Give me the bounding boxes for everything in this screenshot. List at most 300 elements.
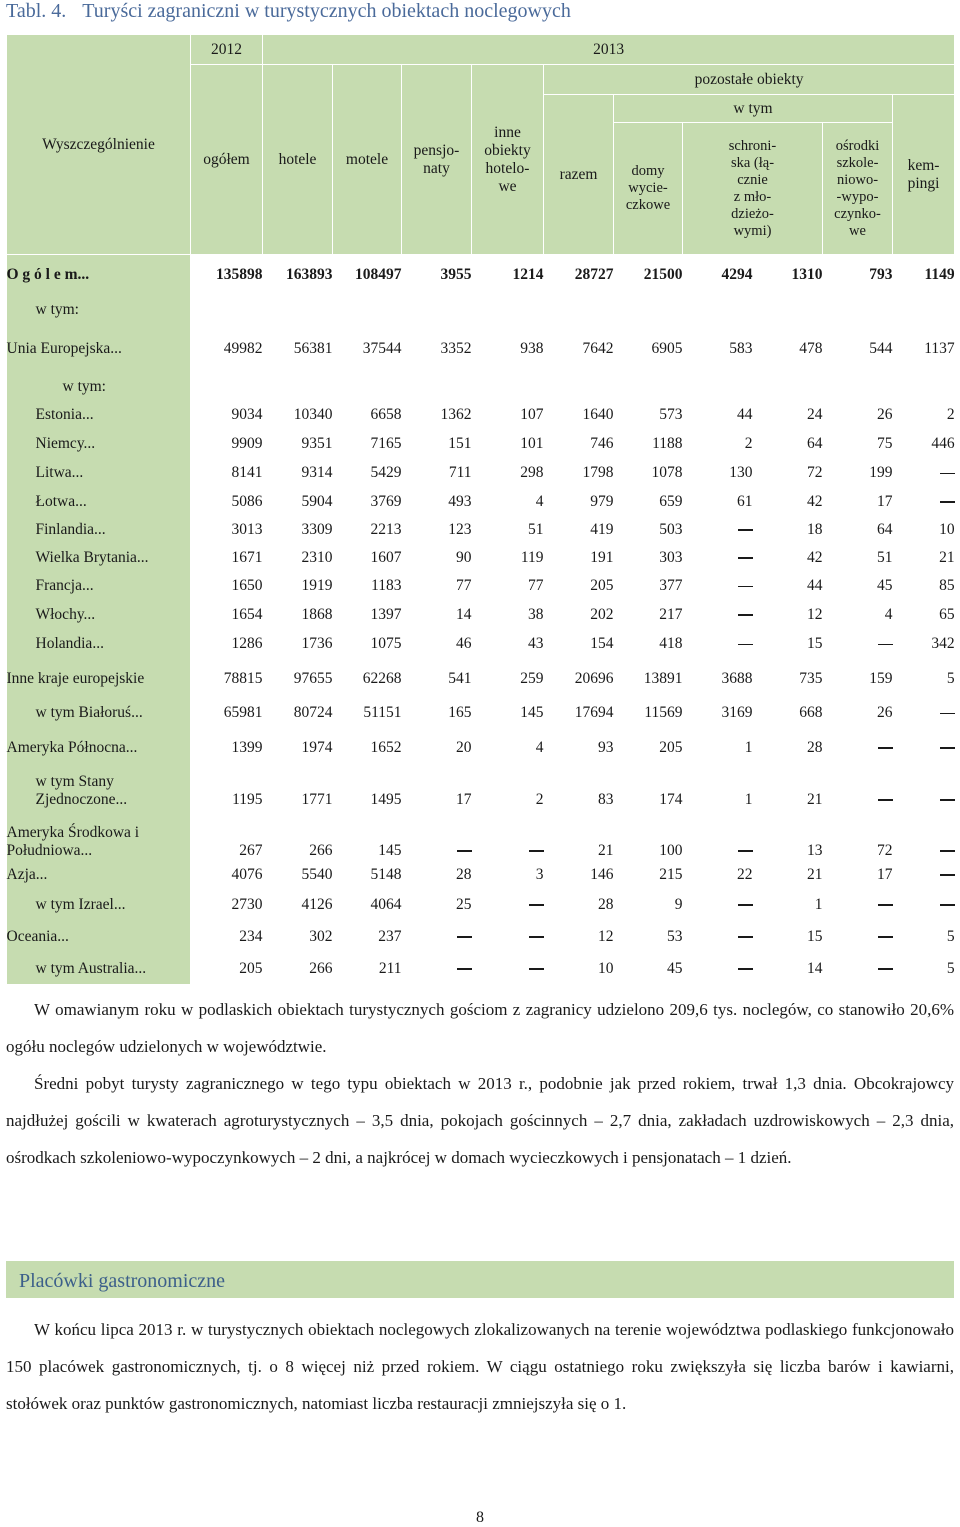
value-cell: 43 (528, 635, 544, 652)
row-label: Łotwa... (7, 488, 191, 516)
table-row (7, 860, 955, 890)
value-cell: 77 (456, 577, 472, 594)
value-cell: 1919 (301, 577, 333, 594)
table-row (7, 373, 955, 401)
row-label: w tym Białoruś... (7, 699, 191, 728)
header-sum: razem (544, 95, 614, 255)
value-cell: 503 (659, 520, 683, 538)
value-cell: 1654 (231, 605, 263, 623)
value-cell: 72 (877, 841, 893, 859)
value-cell: 205 (659, 738, 683, 756)
table-row (7, 488, 955, 516)
dash-cell (683, 601, 753, 629)
dash-cell (683, 629, 753, 660)
value-cell: 3169 (721, 704, 753, 721)
value-cell: 5540 (301, 865, 333, 883)
row-label: Inne kraje europejskie (7, 660, 191, 699)
empty-cell (823, 295, 893, 325)
value-cell: 3309 (301, 520, 333, 538)
dash-mark (940, 501, 955, 503)
table-row (7, 920, 955, 954)
header-hotels: hotele (263, 65, 333, 255)
dash-mark (738, 936, 753, 938)
empty-cell (614, 373, 683, 401)
table-row (7, 401, 955, 430)
table-row (7, 890, 955, 920)
paragraph-nights: W omawianym roku w podlaskich obiektach turystycznych gościom z zagranicy udzielono 209,6 tys. noclegów, co stanowiło 20,6% ogółu noclegów udzielonych w województwie. (6, 1000, 954, 1056)
row-label: Niemcy... (7, 430, 191, 459)
value-cell: 5904 (301, 492, 333, 510)
value-cell: 2 (744, 435, 753, 452)
value-cell: 49982 (223, 339, 263, 357)
value-cell: 10 (939, 520, 955, 538)
dash-cell (683, 544, 753, 572)
value-cell: 1 (814, 895, 823, 913)
value-cell: 21 (939, 548, 955, 566)
dash-cell (683, 572, 753, 601)
empty-cell (472, 373, 544, 401)
row-label: Ameryka Środkowa i Południowa... (7, 809, 191, 860)
value-cell: 24 (807, 406, 823, 423)
value-cell: 1149 (924, 265, 955, 283)
table-row (7, 544, 955, 572)
empty-cell (544, 373, 614, 401)
value-cell: 145 (520, 704, 544, 721)
table-row (7, 768, 955, 809)
empty-cell (893, 373, 955, 401)
header-camping: kem- pingi (893, 95, 955, 255)
value-cell: 1195 (232, 790, 263, 808)
dash-mark (529, 904, 544, 906)
dash-cell (402, 920, 472, 954)
table-row (7, 325, 955, 373)
value-cell: 21 (598, 841, 614, 859)
value-cell: 8141 (231, 464, 263, 481)
row-label: Azja... (7, 860, 191, 890)
value-cell: 20 (456, 738, 472, 756)
value-cell: 100 (659, 841, 683, 859)
value-cell: 4 (535, 492, 544, 510)
value-cell: 20696 (574, 670, 614, 687)
value-cell: 659 (659, 492, 683, 510)
dash-mark (878, 644, 893, 646)
value-cell: 1137 (924, 339, 955, 357)
table-body (7, 255, 955, 984)
value-cell: 13 (807, 841, 823, 859)
value-cell: 237 (378, 927, 402, 945)
value-cell: 9351 (301, 435, 333, 452)
value-cell: 4064 (370, 895, 402, 913)
value-cell: 83 (598, 790, 614, 808)
value-cell: 14 (456, 605, 472, 623)
value-cell: 583 (729, 339, 753, 357)
value-cell: 1075 (370, 635, 402, 652)
value-cell: 65981 (223, 704, 263, 721)
value-cell: 90 (456, 548, 472, 566)
header-spec: Wyszczególnienie (7, 35, 191, 255)
value-cell: 1771 (301, 790, 333, 808)
value-cell: 45 (877, 577, 893, 594)
dash-cell (823, 768, 893, 809)
dash-cell (683, 890, 753, 920)
dash-mark (529, 936, 544, 938)
row-label: Finlandia... (7, 516, 191, 544)
value-cell: 80724 (293, 704, 333, 721)
row-label: Holandia... (7, 629, 191, 660)
value-cell: 1671 (231, 548, 263, 566)
value-cell: 77 (528, 577, 544, 594)
row-label: Włochy... (7, 601, 191, 629)
value-cell: 215 (659, 865, 683, 883)
section-heading-text: Placówki gastronomiczne (19, 1270, 226, 1292)
value-cell: 1214 (512, 265, 544, 283)
empty-cell (753, 373, 823, 401)
dash-mark (738, 586, 753, 588)
value-cell: 2730 (231, 895, 263, 913)
value-cell: 21500 (643, 265, 683, 283)
value-cell: 746 (590, 435, 614, 452)
value-cell: 44 (807, 577, 823, 594)
dash-cell (893, 860, 955, 890)
value-cell: 3955 (440, 265, 472, 283)
value-cell: 93 (598, 738, 614, 756)
value-cell: 541 (448, 670, 472, 687)
row-label: Francja... (7, 572, 191, 601)
table-title (6, 0, 587, 23)
value-cell: 5148 (370, 865, 402, 883)
value-cell: 12 (598, 927, 614, 945)
dash-cell (683, 954, 753, 984)
value-cell: 28 (807, 738, 823, 756)
value-cell: 42 (807, 492, 823, 510)
page-number: 8 (476, 1509, 484, 1526)
value-cell: 10340 (293, 406, 333, 423)
value-cell: 165 (448, 704, 472, 721)
dash-mark (940, 713, 955, 715)
header-2012: 2012 (191, 35, 263, 65)
value-cell: 2213 (370, 520, 402, 538)
dash-mark (457, 936, 472, 938)
tourists-table (6, 34, 955, 984)
value-cell: 1362 (440, 406, 472, 423)
value-cell: 22 (737, 865, 753, 883)
value-cell: 5 (946, 959, 955, 977)
empty-cell (893, 295, 955, 325)
row-label: Ameryka Północna... (7, 728, 191, 768)
empty-cell (191, 373, 263, 401)
value-cell: 151 (448, 435, 472, 452)
value-cell: 64 (877, 520, 893, 538)
value-cell: 211 (378, 959, 402, 977)
row-label: w tym Australia... (7, 954, 191, 984)
value-cell: 1974 (301, 738, 333, 756)
value-cell: 711 (448, 464, 472, 481)
value-cell: 5429 (370, 464, 402, 481)
table-row (7, 516, 955, 544)
table-row (7, 295, 955, 325)
value-cell: 26 (877, 406, 893, 423)
value-cell: 46 (456, 635, 472, 652)
value-cell: 735 (799, 670, 823, 687)
dash-cell (683, 516, 753, 544)
value-cell: 217 (659, 605, 683, 623)
value-cell: 9 (674, 895, 683, 913)
empty-cell (333, 373, 402, 401)
value-cell: 85 (939, 577, 955, 594)
value-cell: 174 (659, 790, 683, 808)
dash-cell (823, 954, 893, 984)
value-cell: 135898 (216, 265, 263, 283)
empty-cell (263, 373, 333, 401)
value-cell: 1736 (301, 635, 333, 652)
value-cell: 159 (869, 670, 893, 687)
dash-mark (878, 968, 893, 970)
value-cell: 44 (737, 406, 753, 423)
section-heading-gastronomy (6, 1261, 954, 1298)
value-cell: 107 (520, 406, 544, 423)
table-row (7, 728, 955, 768)
value-cell: 3 (535, 865, 544, 883)
value-cell: 1798 (582, 464, 614, 481)
empty-cell (683, 373, 753, 401)
header-hostels: schroni- ska (łą- cznie z mło- dzieżo- wymi) (683, 123, 823, 255)
dash-cell (823, 728, 893, 768)
value-cell: 28 (456, 865, 472, 883)
dash-cell (893, 890, 955, 920)
value-cell: 544 (869, 339, 893, 357)
value-cell: 42 (807, 548, 823, 566)
dash-mark (940, 850, 955, 852)
dash-mark (738, 968, 753, 970)
row-label: w tym Stany Zjednoczone... (7, 768, 191, 809)
value-cell: 478 (799, 339, 823, 357)
table-row (7, 572, 955, 601)
value-cell: 938 (520, 339, 544, 357)
dash-cell (823, 920, 893, 954)
value-cell: 7165 (370, 435, 402, 452)
value-cell: 9314 (301, 464, 333, 481)
value-cell: 3688 (721, 670, 753, 687)
value-cell: 298 (520, 464, 544, 481)
value-cell: 51 (877, 548, 893, 566)
header-other-hotel: inne obiekty hotelo- we (472, 65, 544, 255)
value-cell: 3352 (440, 339, 472, 357)
value-cell: 15 (807, 927, 823, 945)
value-cell: 2 (535, 790, 544, 808)
value-cell: 1078 (651, 464, 683, 481)
value-cell: 191 (590, 548, 614, 566)
row-label: w tym: (7, 295, 191, 325)
dash-cell (402, 809, 472, 860)
value-cell: 1399 (231, 738, 263, 756)
value-cell: 108497 (355, 265, 402, 283)
value-cell: 2 (946, 406, 955, 423)
dash-cell (823, 890, 893, 920)
dash-cell (402, 954, 472, 984)
dash-cell (893, 728, 955, 768)
table-caption: Turyści zagraniczni w turystycznych obiektach noclegowych (82, 0, 571, 22)
value-cell: 64 (807, 435, 823, 452)
row-label: O g ó l e m... (7, 255, 191, 295)
value-cell: 1397 (370, 605, 402, 623)
value-cell: 1188 (652, 435, 683, 452)
value-cell: 979 (590, 492, 614, 510)
dash-mark (878, 936, 893, 938)
row-label: Unia Europejska... (7, 325, 191, 373)
value-cell: 163893 (286, 265, 333, 283)
value-cell: 25 (456, 895, 472, 913)
value-cell: 1286 (231, 635, 263, 652)
value-cell: 101 (520, 435, 544, 452)
dash-mark (529, 968, 544, 970)
header-excursion: domy wycie- czkowe (614, 123, 683, 255)
value-cell: 21 (807, 865, 823, 883)
value-cell: 7642 (582, 339, 614, 357)
value-cell: 1 (744, 738, 753, 756)
dash-mark (738, 850, 753, 852)
empty-cell (333, 295, 402, 325)
value-cell: 154 (590, 635, 614, 652)
empty-cell (472, 295, 544, 325)
value-cell: 205 (590, 577, 614, 594)
dash-cell (893, 488, 955, 516)
dash-mark (940, 874, 955, 876)
paragraph-gastronomy: W końcu lipca 2013 r. w turystycznych obiektach noclegowych zlokalizowanych na terenie województwa podlaskiego funkcjonowało 150 placówek gastronomicznych, tj. o 8 więcej niż przed rokiem. W ciągu ostatniego roku zwiększyła się liczba barów i kawiarni, stołówek oraz punktów gastronomicznych, natomiast liczba restauracji zmniejszyła się o 1. (6, 1320, 954, 1413)
empty-cell (402, 373, 472, 401)
dash-cell (472, 809, 544, 860)
value-cell: 13891 (643, 670, 683, 687)
value-cell: 4 (884, 605, 893, 623)
value-cell: 493 (448, 492, 472, 510)
row-label: w tym Izrael... (7, 890, 191, 920)
header-other-objects: pozostałe obiekty (544, 65, 955, 95)
header-motels: motele (333, 65, 402, 255)
value-cell: 5086 (231, 492, 263, 510)
value-cell: 4294 (721, 265, 753, 283)
value-cell: 37544 (362, 339, 402, 357)
value-cell: 1310 (791, 265, 823, 283)
dash-cell (893, 459, 955, 488)
dash-mark (940, 747, 955, 749)
value-cell: 1 (744, 790, 753, 808)
value-cell: 6905 (651, 339, 683, 357)
dash-mark (738, 644, 753, 646)
empty-cell (191, 295, 263, 325)
value-cell: 21 (807, 790, 823, 808)
value-cell: 205 (239, 959, 263, 977)
value-cell: 418 (659, 635, 683, 652)
value-cell: 10 (598, 959, 614, 977)
dash-mark (738, 614, 753, 616)
value-cell: 259 (520, 670, 544, 687)
value-cell: 446 (931, 435, 955, 452)
dash-mark (738, 557, 753, 559)
dash-mark (529, 850, 544, 852)
value-cell: 17694 (574, 704, 614, 721)
value-cell: 1495 (370, 790, 402, 808)
value-cell: 234 (239, 927, 263, 945)
dash-mark (457, 968, 472, 970)
table-row (7, 459, 955, 488)
value-cell: 62268 (362, 670, 402, 687)
dash-mark (738, 904, 753, 906)
value-cell: 6658 (370, 406, 402, 423)
dash-cell (893, 768, 955, 809)
value-cell: 3013 (231, 520, 263, 538)
empty-cell (263, 295, 333, 325)
value-cell: 45 (667, 959, 683, 977)
value-cell: 303 (659, 548, 683, 566)
value-cell: 266 (309, 841, 333, 859)
row-label: w tym: (7, 373, 191, 401)
value-cell: 15 (807, 635, 823, 652)
value-cell: 199 (869, 464, 893, 481)
value-cell: 267 (239, 841, 263, 859)
empty-cell (402, 295, 472, 325)
value-cell: 11569 (644, 704, 683, 721)
value-cell: 1652 (370, 738, 402, 756)
row-label: Oceania... (7, 920, 191, 954)
header-of-which: w tym (614, 95, 893, 123)
table-number: Tabl. 4. (6, 0, 67, 22)
dash-cell (472, 920, 544, 954)
dash-mark (940, 799, 955, 801)
value-cell: 793 (869, 265, 893, 283)
row-label: Litwa... (7, 459, 191, 488)
header-pensions: pensjo- naty (402, 65, 472, 255)
row-label: Estonia... (7, 401, 191, 430)
table-row (7, 601, 955, 629)
value-cell: 1183 (371, 577, 402, 594)
dash-cell (823, 629, 893, 660)
value-cell: 130 (729, 464, 753, 481)
dash-mark (878, 799, 893, 801)
dash-cell (683, 920, 753, 954)
value-cell: 61 (737, 492, 753, 510)
table-row (7, 255, 955, 295)
dash-mark (878, 747, 893, 749)
dash-mark (457, 850, 472, 852)
value-cell: 17 (877, 492, 893, 510)
dash-cell (683, 809, 753, 860)
table-row (7, 430, 955, 459)
value-cell: 5 (946, 670, 955, 687)
value-cell: 1868 (301, 605, 333, 623)
table-row (7, 629, 955, 660)
value-cell: 51151 (363, 704, 402, 721)
value-cell: 668 (799, 704, 823, 721)
dash-mark (738, 529, 753, 531)
value-cell: 18 (807, 520, 823, 538)
paragraph-stay: Średni pobyt turysty zagranicznego w tego typu obiektach w 2013 r., podobnie jak przed rokiem, trwał 1,3 dnia. Obcokrajowcy najdłużej gościli w kwaterach agroturystycznych – 3,5 dnia, pokojach gościnnych – 2,7 dnia, zakładach uzdrowiskowych – 2,3 dnia, ośrodkach szkoleniowo-wypoczynkowych – 2 dni, a najkrócej w domach wycieczkowych i pensjonatach – 1 dzień. (6, 1074, 954, 1167)
value-cell: 302 (309, 927, 333, 945)
value-cell: 28 (598, 895, 614, 913)
value-cell: 342 (931, 635, 955, 652)
value-cell: 97655 (293, 670, 333, 687)
value-cell: 4126 (301, 895, 333, 913)
dash-mark (940, 473, 955, 475)
table-row (7, 954, 955, 984)
header-training: ośrodki szkole- niowo- -wypo- czynko- we (823, 123, 893, 255)
dash-cell (472, 890, 544, 920)
table-row (7, 809, 955, 860)
header-total: ogółem (191, 65, 263, 255)
table-row (7, 699, 955, 728)
value-cell: 56381 (293, 339, 333, 357)
value-cell: 2310 (301, 548, 333, 566)
dash-mark (878, 904, 893, 906)
value-cell: 75 (877, 435, 893, 452)
